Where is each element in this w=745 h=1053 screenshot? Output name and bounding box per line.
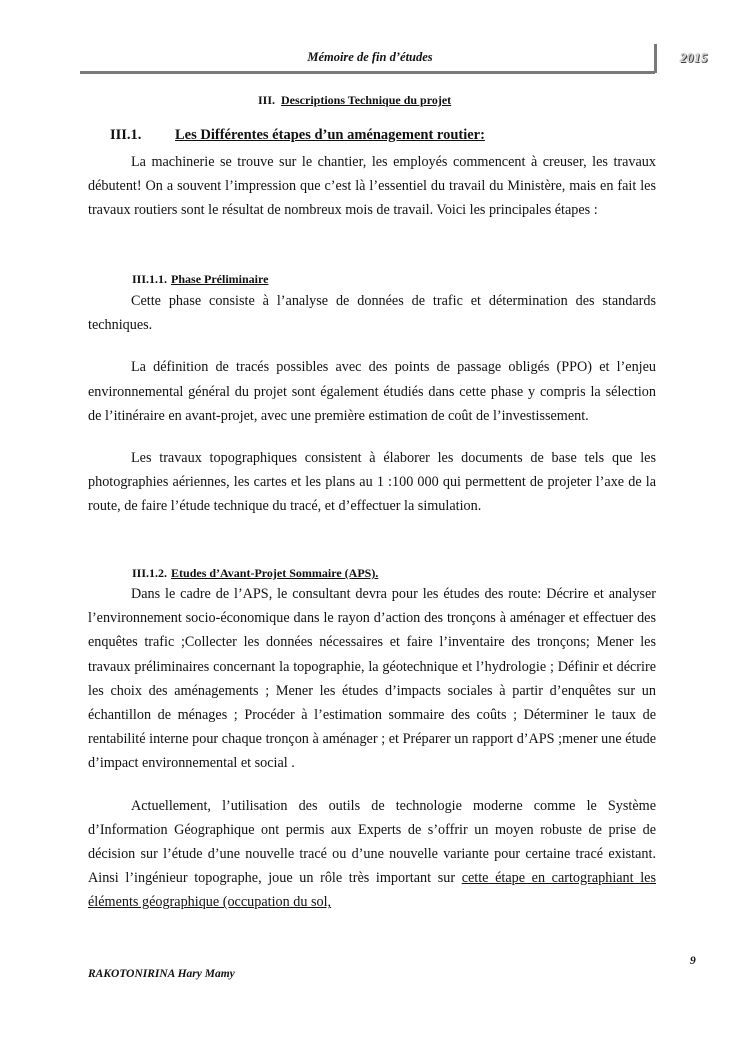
subsubsection-title: Etudes d’Avant-Projet Sommaire (APS). <box>171 566 379 580</box>
intro-paragraph-block <box>88 150 656 223</box>
subsubsection-heading-2 <box>132 566 378 581</box>
subsubsection-number: III.1.1. <box>132 272 168 286</box>
paragraph <box>88 794 656 915</box>
paragraph-text: Actuellement, l’utilisation des outils de technologie moderne comme le Système d’Information Géographique ont permis aux Experts de s’offrir un moyen robuste de prise de décision sur l’étude d’une nouvelle tracé ou d’une nouvelle variante pour certaine tracé existant. Ainsi l’ingénieur topographe, joue un rôle très important sur <box>88 797 656 887</box>
section-title: Descriptions Technique du projet <box>281 93 452 107</box>
paragraph-underlined-text: cette étape en cartographiant les éléments géographique (occupation du sol, <box>88 870 656 911</box>
header-year: 2015 <box>680 50 708 65</box>
page-number: 9 <box>690 955 696 967</box>
subsection-heading <box>110 127 485 144</box>
subsubsection-title: Phase Préliminaire <box>171 272 269 286</box>
paragraph: Cette phase consiste à l’analyse de données de trafic et détermination des standards techniques. <box>88 293 656 334</box>
phase-preliminaire-block <box>88 289 656 519</box>
paragraph: La définition de tracés possibles avec des points de passage obligés (PPO) et l’enjeu environnemental général du projet sont également étudiés dans cette phase y compris la sélection de l’itinéraire en avant-projet, avec une première estimation de coût de l’investissement. <box>88 359 656 424</box>
paragraph: Les travaux topographiques consistent à élaborer les documents de base tels que les photographies aériennes, les cartes et les plans au 1 :100 000 qui permettent de projeter l’axe de la route, de faire l’étude technique du tracé, et d’effectuer la simulation. <box>88 450 656 515</box>
subsubsection-heading-1 <box>132 272 268 287</box>
section-number: III. <box>258 93 276 107</box>
section-heading <box>258 93 451 108</box>
header-divider <box>654 44 657 73</box>
subsection-title: Les Différentes étapes d’un aménagement routier: <box>175 127 485 143</box>
aps-block <box>88 582 656 915</box>
footer-author: RAKOTONIRINA Hary Mamy <box>88 968 235 980</box>
subsubsection-number: III.1.2. <box>132 566 168 580</box>
paragraph: Dans le cadre de l’APS, le consultant devra pour les études des route: Décrire et analyser l’environnement socio-économique dans le rayon d’action des tronçons à aménager et effectuer des enquêtes trafic ;Collecter les données nécessaires et faire l’inventaire des tronçons; Mener les travaux préliminaires concernant la topographie, la géotechnique et l’hydrologie ; Définir et décrire les choix des aménagements ; Mener les études d’impacts sociales à partir d’enquêtes sur un échantillon de ménages ; Procéder à l’estimation sommaire des coûts ; Déterminer le taux de rentabilité interne pour chaque tronçon à aménager ; et Préparer un rapport d’APS ;mener une étude d’impact environnemental et social . <box>88 586 656 772</box>
header-rule <box>80 71 655 74</box>
intro-paragraph: La machinerie se trouve sur le chantier, les employés commencent à creuser, les travaux débutent! On a souvent l’impression que c’est là l’essentiel du travail du Ministère, mais en fait les travaux routiers sont le résultat de nombreux mois de travail. Voici les principales étapes : <box>88 154 656 219</box>
subsection-number: III.1. <box>110 127 142 143</box>
header-title: Mémoire de fin d’études <box>307 50 433 64</box>
